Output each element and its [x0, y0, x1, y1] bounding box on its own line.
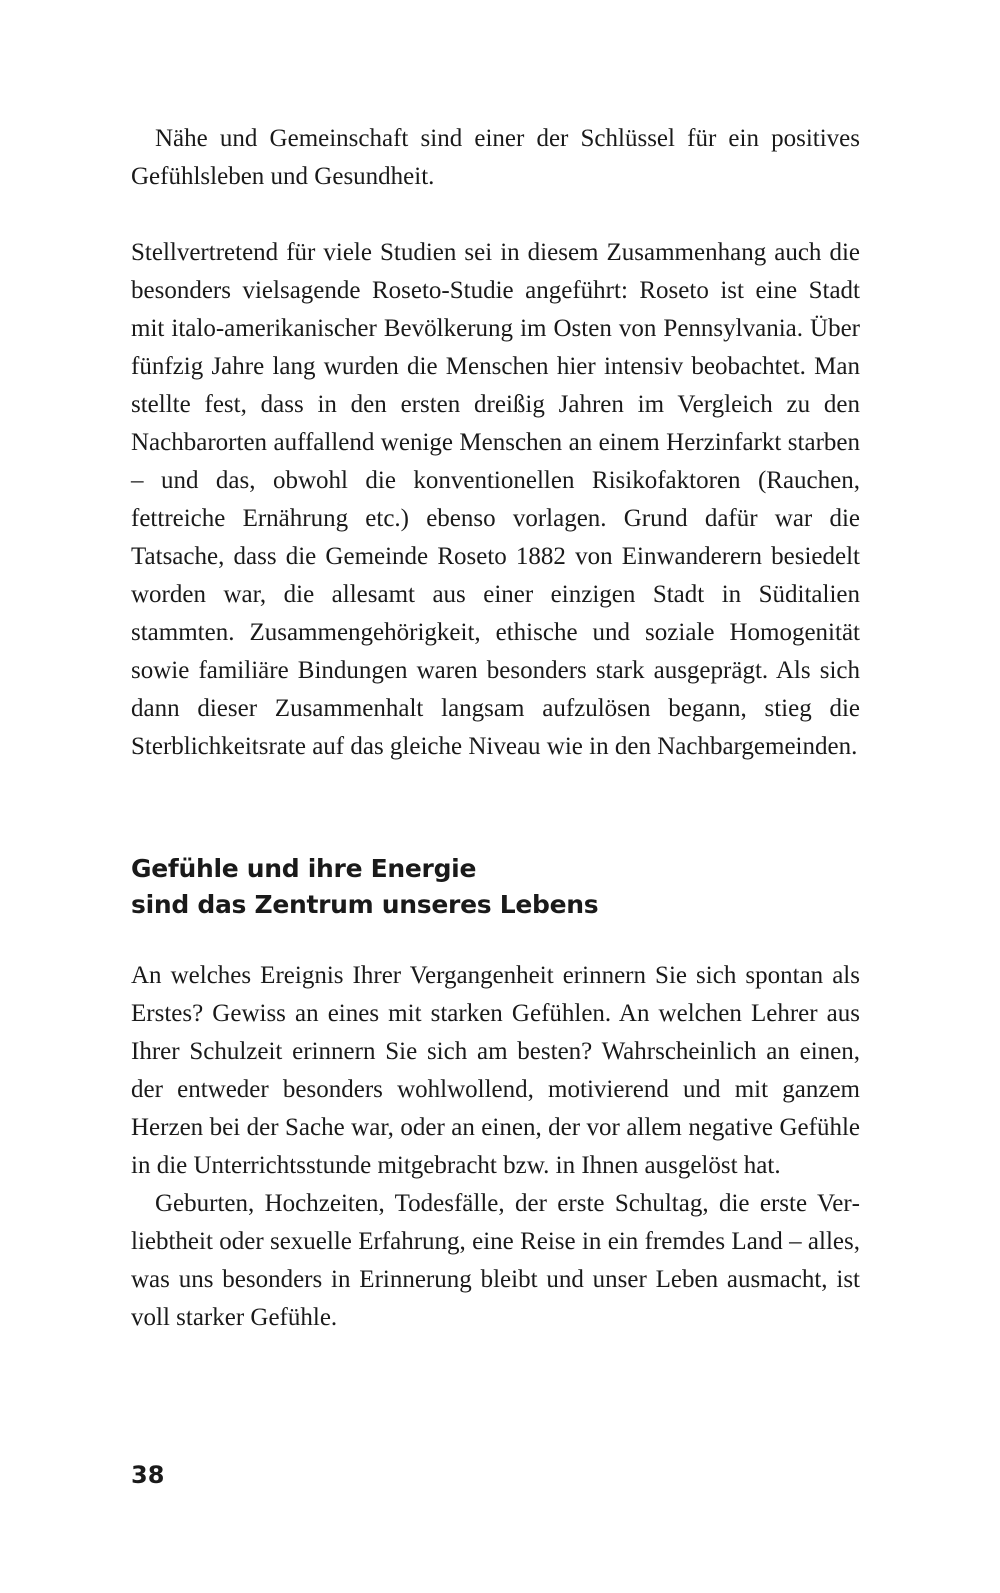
section-heading-line-1: Gefühle und ihre Energie	[131, 854, 477, 883]
paragraph-life-events: Geburten, Hochzeiten, Todesfälle, der erste Schultag, die erste Verliebtheit oder sexuelle Erfahrung, eine Reise in ein fremdes Land – alles, was uns besonders in Erinnerung bleibt und unser Leben ausmacht, ist voll starker Gefühle.	[131, 1190, 860, 1331]
paragraph-intro: Nähe und Gemeinschaft sind einer der Schlüssel für ein positives Gefühlsleben und Gesundheit.	[131, 125, 860, 190]
section-heading	[131, 851, 860, 923]
page-number: 38	[131, 1461, 165, 1489]
section-heading-line-2: sind das Zentrum unseres Lebens	[131, 890, 599, 919]
paragraph-roseto-study: Stellvertretend für viele Studien sei in diesem Zusammenhang auch die besonders vielsagende Roseto-Studie angeführt: Roseto ist eine Stadt mit italo-amerikanischer Bevölkerung im Osten von Pennsylvania. Über fünfzig Jahre lang wurden die Menschen hier intensiv beobachtet. Man stellte fest, dass in den ersten dreißig Jahren im Vergleich zu den Nachbarorten auffallend wenige Menschen an einem Herzinfarkt starben – und das, obwohl die konventionellen Risikofaktoren (Rauchen, fettreiche Ernährung etc.) ebenso vorlagen. Grund dafür war die Tatsache, dass die Gemeinde Roseto 1882 von Einwanderern besiedelt worden war, die allesamt aus einer einzigen Stadt in Süditalien stammten. Zusammengehörigkeit, ethische und soziale Homogenität sowie familiäre Bindungen waren besonders stark ausgeprägt. Als sich dann dieser Zusammenhalt langsam aufzulösen begann, stieg die Sterblichkeitsrate auf das gleiche Niveau wie in den Nachbargemeinden.	[131, 239, 860, 760]
page-body	[131, 120, 860, 1337]
paragraph-memories: An welches Ereignis Ihrer Vergangenheit erinnern Sie sich spontan als Erstes? Gewiss an eines mit starken Gefühlen. An welchen Lehrer aus Ihrer Schulzeit erinnern Sie sich am besten? Wahrscheinlich an einen, der entweder besonders wohlwollend, motivierend und mit ganzem Herzen bei der Sache war, oder an einen, der vor allem negative Gefühle in die Unterrichtsstunde mitgebracht bzw. in Ihnen ausgelöst hat.	[131, 962, 860, 1179]
